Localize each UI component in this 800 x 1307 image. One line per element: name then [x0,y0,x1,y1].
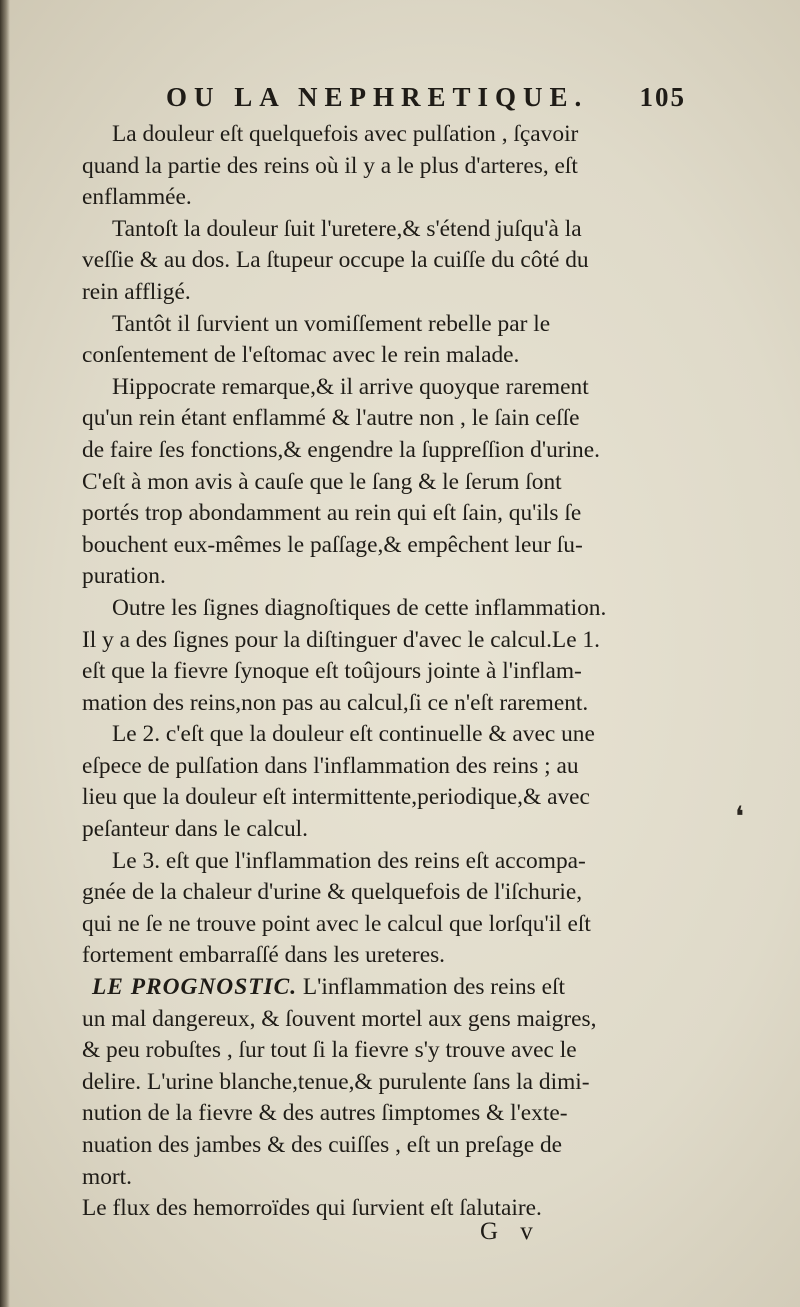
text-line: puration. [82,563,166,590]
text-line: delire. L'urine blanche,tenue,& purulente ſans la dimi- [82,1068,590,1095]
paragraph [82,119,702,214]
paragraph [82,1193,702,1225]
text-line: portés trop abondamment au rein qui eſt ſain, qu'ils ſe [82,500,582,527]
text-line: un mal dangereux, & ſouvent mortel aux gens maigres, [82,1005,597,1032]
text-line: Hippocrate remarque,& il arrive quoyque rarement [112,373,589,400]
text-line: eſt que la fievre ſynoque eſt toûjours jointe à l'inflam- [82,658,582,685]
text-line: mort. [82,1163,133,1190]
paragraph [82,593,702,719]
section-heading: LE PROGNOSTIC. [92,974,298,1001]
running-head: OU LA NEPHRETIQUE. [166,82,589,112]
text-line: Le 3. eſt que l'inflammation des reins eſt accompa- [112,847,586,874]
text-line: rein affligé. [82,278,191,305]
text-line: Tantôt il ſurvient un vomiſſement rebelle par le [112,310,551,337]
page-header [166,82,686,122]
text-line: Le 2. c'eſt que la douleur eſt continuelle & avec une [112,721,595,748]
paragraph [82,972,702,1193]
paragraph [82,719,702,845]
text-line: peſanteur dans le calcul. [82,816,309,843]
text-line-tail: L'inflammation des reins eſt [297,974,565,1001]
text-line: nution de la fievre & des autres ſimptomes & l'exte- [82,1100,568,1127]
text-line: qu'un rein étant enflammé & l'autre non , le ſain ceſſe [82,405,580,432]
text-line: eſpece de pulſation dans l'inflammation des reins ; au [82,752,579,779]
paragraph [82,309,702,372]
text-line: Outre les ſignes diagnoſtiques de cette inflammation. [112,594,607,621]
text-line: de faire ſes fonctions,& engendre la ſuppreſſion d'urine. [82,436,600,463]
text-line: fortement embarraſſé dans les ureteres. [82,942,446,969]
text-line: Tantoſt la douleur ſuit l'uretere,& s'étend juſqu'à la [112,215,582,242]
margin-ink-mark: ❛ [735,800,745,833]
text-line: quand la partie des reins où il y a le plus d'arteres, eſt [82,152,578,179]
page-binding-shadow [0,0,10,1307]
text-line: qui ne ſe ne trouve point avec le calcul que lorſqu'il eſt [82,910,591,937]
text-line: bouchent eux-mêmes le paſſage,& empêchent leur ſu- [82,531,583,558]
text-line: & peu robuſtes , ſur tout ſi la fievre s'y trouve avec le [82,1037,577,1064]
text-line: nuation des jambes & des cuiſſes , eſt un preſage de [82,1132,563,1158]
paragraph [82,214,702,309]
text-line: La douleur eſt quelquefois avec pulſation , ſçavoir [112,121,579,147]
text-line: lieu que la douleur eſt intermittente,periodique,& avec [82,784,590,811]
signature-mark: G v [480,1218,541,1245]
text-line: conſentement de l'eſtomac avec le rein malade. [82,342,520,369]
text-line: mation des reins,non pas au calcul,ſi ce n'eſt rarement. [82,689,589,716]
text-line: Le flux des hemorroïdes qui ſurvient eſt ſalutaire. [82,1195,542,1222]
text-line: Il y a des ſignes pour la diſtinguer d'avec le calcul.Le 1. [82,626,600,653]
body-text [82,119,702,1225]
text-line: veſſie & au dos. La ſtupeur occupe la cuiſſe du côté du [82,247,589,274]
paragraph [82,846,702,972]
paragraph [82,372,702,593]
text-line [82,972,702,1004]
page-number: 105 [639,82,686,112]
text-line: enflammée. [82,184,192,211]
text-line: C'eſt à mon avis à cauſe que le ſang & le ſerum ſont [82,468,562,495]
text-line: gnée de la chaleur d'urine & quelquefois de l'iſchurie, [82,879,583,906]
